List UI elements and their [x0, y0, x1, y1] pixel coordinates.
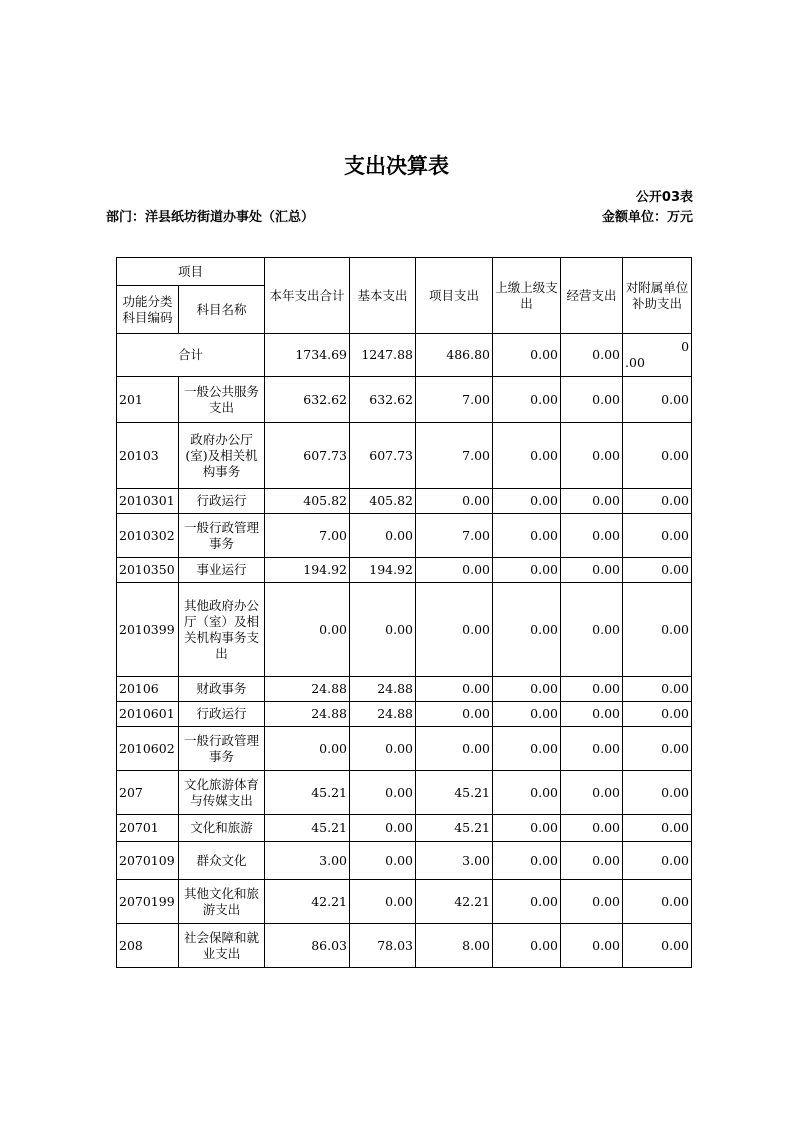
row-project: 0.00	[416, 583, 493, 677]
table-row	[117, 558, 692, 583]
totals-basic: 1247.88	[350, 334, 416, 377]
row-upper: 0.00	[493, 727, 561, 771]
totals-row	[117, 334, 692, 377]
table-row	[117, 924, 692, 968]
row-code: 20106	[117, 677, 179, 702]
row-upper: 0.00	[493, 842, 561, 880]
row-total: 7.00	[265, 514, 350, 558]
expenditure-table	[116, 257, 692, 968]
row-name: 文化和旅游	[179, 815, 265, 842]
header-item: 项目	[117, 258, 265, 286]
row-basic: 405.82	[350, 489, 416, 514]
row-name: 行政运行	[179, 702, 265, 727]
row-name: 一般公共服务支出	[179, 377, 265, 423]
row-basic: 632.62	[350, 377, 416, 423]
table-row	[117, 842, 692, 880]
row-project: 0.00	[416, 727, 493, 771]
row-total: 45.21	[265, 771, 350, 815]
row-project: 42.21	[416, 880, 493, 924]
table-row	[117, 489, 692, 514]
row-upper: 0.00	[493, 771, 561, 815]
row-business: 0.00	[561, 924, 623, 968]
row-subsidy: 0.00	[623, 880, 692, 924]
amount-unit-label: 金额单位：万元	[601, 210, 693, 225]
row-code: 20701	[117, 815, 179, 842]
row-total: 194.92	[265, 558, 350, 583]
row-business: 0.00	[561, 677, 623, 702]
row-total: 24.88	[265, 677, 350, 702]
row-business: 0.00	[561, 489, 623, 514]
row-project: 0.00	[416, 489, 493, 514]
totals-total: 1734.69	[265, 334, 350, 377]
row-project: 0.00	[416, 677, 493, 702]
row-project: 0.00	[416, 558, 493, 583]
header-project: 项目支出	[416, 258, 493, 334]
row-code: 2070199	[117, 880, 179, 924]
row-code: 2010301	[117, 489, 179, 514]
table-row	[117, 423, 692, 489]
table-row	[117, 727, 692, 771]
row-upper: 0.00	[493, 583, 561, 677]
row-code: 2010602	[117, 727, 179, 771]
table-row	[117, 880, 692, 924]
totals-label: 合计	[117, 334, 265, 377]
row-subsidy: 0.00	[623, 583, 692, 677]
row-project: 8.00	[416, 924, 493, 968]
header-name: 科目名称	[179, 286, 265, 334]
totals-subsidy-line1: 0	[681, 339, 690, 354]
row-upper: 0.00	[493, 489, 561, 514]
row-total: 632.62	[265, 377, 350, 423]
row-upper: 0.00	[493, 423, 561, 489]
row-subsidy: 0.00	[623, 558, 692, 583]
table-row	[117, 677, 692, 702]
row-upper: 0.00	[493, 514, 561, 558]
row-basic: 0.00	[350, 815, 416, 842]
row-business: 0.00	[561, 377, 623, 423]
row-project: 45.21	[416, 771, 493, 815]
totals-subsidy	[623, 334, 692, 377]
table-row	[117, 583, 692, 677]
row-subsidy: 0.00	[623, 677, 692, 702]
row-business: 0.00	[561, 514, 623, 558]
row-name: 其他文化和旅游支出	[179, 880, 265, 924]
row-code: 208	[117, 924, 179, 968]
header-basic: 基本支出	[350, 258, 416, 334]
row-business: 0.00	[561, 842, 623, 880]
row-project: 7.00	[416, 377, 493, 423]
row-name: 社会保障和就业支出	[179, 924, 265, 968]
table-row	[117, 771, 692, 815]
row-subsidy: 0.00	[623, 514, 692, 558]
row-total: 24.88	[265, 702, 350, 727]
row-business: 0.00	[561, 583, 623, 677]
row-subsidy: 0.00	[623, 842, 692, 880]
table-row	[117, 815, 692, 842]
row-total: 3.00	[265, 842, 350, 880]
row-name: 行政运行	[179, 489, 265, 514]
row-name: 政府办公厅(室)及相关机构事务	[179, 423, 265, 489]
row-name: 文化旅游体育与传媒支出	[179, 771, 265, 815]
row-basic: 24.88	[350, 702, 416, 727]
row-business: 0.00	[561, 702, 623, 727]
table-row	[117, 514, 692, 558]
row-subsidy: 0.00	[623, 377, 692, 423]
totals-project: 486.80	[416, 334, 493, 377]
totals-business: 0.00	[561, 334, 623, 377]
page-title: 支出决算表	[344, 154, 449, 178]
row-basic: 0.00	[350, 514, 416, 558]
row-subsidy: 0.00	[623, 702, 692, 727]
row-name: 其他政府办公厅（室）及相关机构事务支出	[179, 583, 265, 677]
row-project: 7.00	[416, 514, 493, 558]
totals-subsidy-line2: .00	[625, 355, 645, 370]
row-upper: 0.00	[493, 558, 561, 583]
row-total: 0.00	[265, 727, 350, 771]
table-number: 公开03表	[635, 190, 693, 205]
row-project: 7.00	[416, 423, 493, 489]
row-name: 事业运行	[179, 558, 265, 583]
header-total: 本年支出合计	[265, 258, 350, 334]
row-total: 86.03	[265, 924, 350, 968]
row-code: 2010601	[117, 702, 179, 727]
row-business: 0.00	[561, 880, 623, 924]
row-upper: 0.00	[493, 924, 561, 968]
row-business: 0.00	[561, 771, 623, 815]
row-code: 2070109	[117, 842, 179, 880]
row-code: 207	[117, 771, 179, 815]
row-subsidy: 0.00	[623, 727, 692, 771]
row-code: 2010350	[117, 558, 179, 583]
row-name: 一般行政管理事务	[179, 727, 265, 771]
row-basic: 0.00	[350, 842, 416, 880]
row-basic: 0.00	[350, 583, 416, 677]
row-total: 0.00	[265, 583, 350, 677]
row-total: 42.21	[265, 880, 350, 924]
row-total: 45.21	[265, 815, 350, 842]
row-business: 0.00	[561, 727, 623, 771]
row-business: 0.00	[561, 815, 623, 842]
row-subsidy: 0.00	[623, 924, 692, 968]
row-project: 3.00	[416, 842, 493, 880]
department-label: 部门：洋县纸坊街道办事处（汇总）	[106, 210, 315, 225]
header-upper: 上缴上级支出	[493, 258, 561, 334]
table-row	[117, 377, 692, 423]
row-upper: 0.00	[493, 702, 561, 727]
row-basic: 0.00	[350, 880, 416, 924]
row-upper: 0.00	[493, 377, 561, 423]
row-upper: 0.00	[493, 815, 561, 842]
row-basic: 607.73	[350, 423, 416, 489]
row-code: 20103	[117, 423, 179, 489]
header-code: 功能分类科目编码	[117, 286, 179, 334]
row-name: 一般行政管理事务	[179, 514, 265, 558]
row-basic: 78.03	[350, 924, 416, 968]
row-basic: 0.00	[350, 727, 416, 771]
row-business: 0.00	[561, 558, 623, 583]
row-basic: 24.88	[350, 677, 416, 702]
row-project: 45.21	[416, 815, 493, 842]
row-name: 财政事务	[179, 677, 265, 702]
row-subsidy: 0.00	[623, 423, 692, 489]
row-subsidy: 0.00	[623, 771, 692, 815]
row-upper: 0.00	[493, 880, 561, 924]
row-project: 0.00	[416, 702, 493, 727]
row-subsidy: 0.00	[623, 489, 692, 514]
totals-upper: 0.00	[493, 334, 561, 377]
header-business: 经营支出	[561, 258, 623, 334]
table-row	[117, 702, 692, 727]
row-basic: 194.92	[350, 558, 416, 583]
row-name: 群众文化	[179, 842, 265, 880]
row-code: 2010302	[117, 514, 179, 558]
row-basic: 0.00	[350, 771, 416, 815]
row-code: 201	[117, 377, 179, 423]
row-total: 405.82	[265, 489, 350, 514]
row-total: 607.73	[265, 423, 350, 489]
row-code: 2010399	[117, 583, 179, 677]
header-subsidy: 对附属单位补助支出	[623, 258, 692, 334]
row-upper: 0.00	[493, 677, 561, 702]
row-subsidy: 0.00	[623, 815, 692, 842]
row-business: 0.00	[561, 423, 623, 489]
